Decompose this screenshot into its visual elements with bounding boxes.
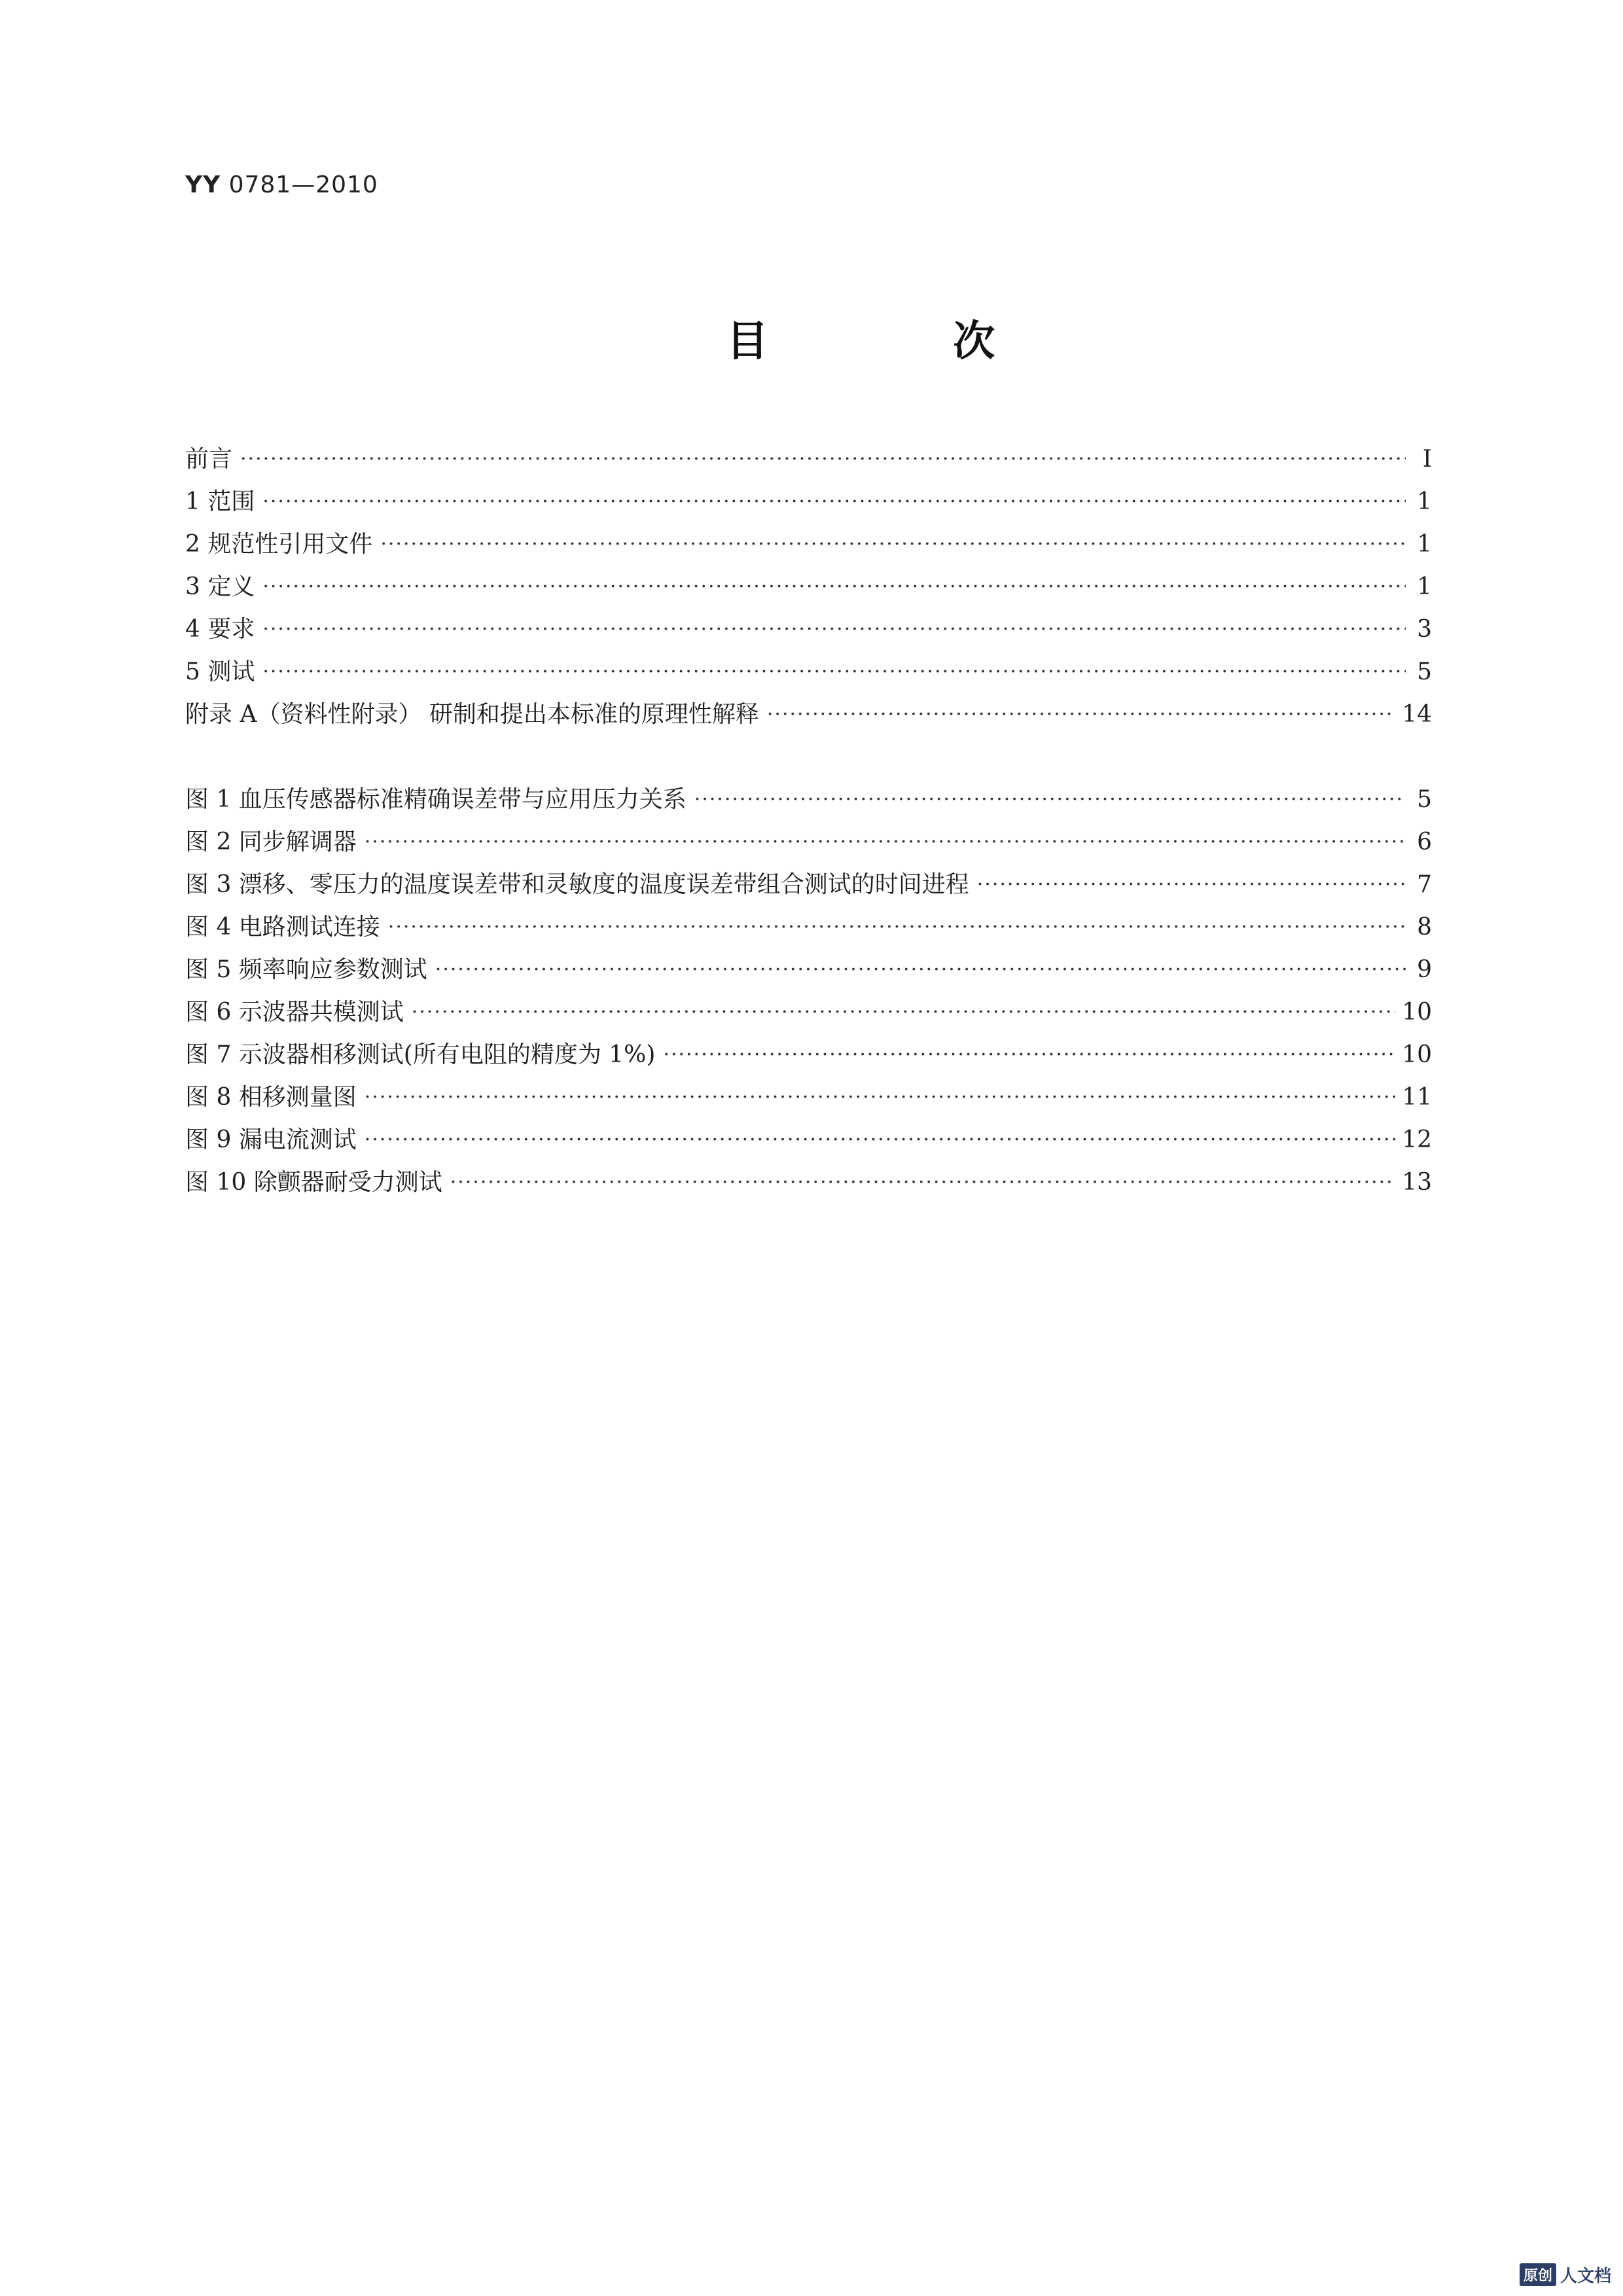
toc-entry-page: 5 [1417,786,1432,813]
toc-leader-dots [450,1166,1395,1200]
toc-figure-5[interactable] [185,953,1432,987]
toc-entry-normative-references[interactable] [185,528,1432,562]
toc-entry-label: 图 10 除颤器耐受力测试 [185,1169,442,1196]
toc-leader-dots [262,570,1406,604]
toc-leader-dots [240,442,1406,476]
toc-entry-page: 3 [1417,616,1432,643]
toc-entry-page: 6 [1417,829,1432,855]
toc-entry-definitions[interactable] [185,570,1432,604]
toc-entry-annex-a[interactable] [185,698,1432,732]
toc-entry-label: 5 测试 [185,658,255,685]
toc-entry-tests[interactable] [185,655,1432,689]
toc-entry-page: 10 [1402,999,1432,1026]
toc-entry-label: 图 4 电路测试连接 [185,914,380,941]
toc-entry-page: 10 [1402,1041,1432,1068]
toc-figure-8[interactable] [185,1081,1432,1115]
watermark-text: 人文档 [1560,2267,1611,2286]
toc-leader-dots [435,953,1406,987]
toc-entry-page: 1 [1417,573,1432,600]
toc-entry-page: Ⅰ [1422,446,1432,473]
toc-leader-dots [365,1081,1395,1115]
toc-leader-dots [663,1038,1395,1072]
toc-figure-4[interactable] [185,910,1432,944]
standard-prefix: YY [185,171,221,198]
toc-figure-7[interactable] [185,1038,1432,1072]
toc-entry-label: 附录 A（资料性附录） 研制和提出本标准的原理性解释 [185,701,759,728]
toc-entry-foreword[interactable] [185,442,1432,476]
toc-entry-page: 7 [1417,871,1432,898]
toc-entry-label: 图 6 示波器共模测试 [185,999,404,1026]
site-watermark-logo [1520,2263,1611,2287]
toc-entry-scope[interactable] [185,485,1432,519]
toc-leader-dots [412,996,1395,1030]
toc-leader-dots [388,910,1406,944]
toc-entry-page: 13 [1402,1169,1432,1196]
toc-entry-page: 8 [1417,914,1432,941]
toc-entry-page: 14 [1402,701,1432,728]
toc-entry-page: 12 [1402,1126,1432,1153]
toc-entry-page: 9 [1417,956,1432,983]
toc-entry-label: 前言 [185,446,233,473]
toc-entry-requirements[interactable] [185,613,1432,647]
toc-entry-label: 2 规范性引用文件 [185,531,373,558]
toc-figure-1[interactable] [185,783,1432,817]
toc-entry-label: 图 1 血压传感器标准精确误差带与应用压力关系 [185,786,687,813]
toc-entry-page: 1 [1417,531,1432,558]
toc-leader-dots [262,485,1406,519]
toc-entry-label: 图 3 漂移、零压力的温度误差带和灵敏度的温度误差带组合测试的时间进程 [185,871,969,898]
toc-figure-10[interactable] [185,1166,1432,1200]
toc-entry-label: 图 7 示波器相移测试(所有电阻的精度为 1%) [185,1041,656,1068]
toc-leader-dots [262,613,1406,647]
standard-code [185,171,378,198]
toc-entry-label: 1 范围 [185,488,255,515]
toc-figure-6[interactable] [185,996,1432,1030]
toc-entry-page: 5 [1417,658,1432,685]
watermark-badge: 原创 [1520,2263,1556,2286]
toc-entry-label: 图 5 频率响应参数测试 [185,956,427,983]
toc-entry-label: 3 定义 [185,573,255,600]
toc-leader-dots [365,825,1406,859]
toc-entry-label: 4 要求 [185,616,255,643]
toc-entry-label: 图 8 相移测量图 [185,1084,357,1111]
toc-leader-dots [977,868,1406,902]
toc-leader-dots [262,655,1406,689]
standard-number: 0781—2010 [228,171,378,198]
toc-leader-dots [380,528,1406,562]
toc-leader-dots [767,698,1395,732]
toc-entry-label: 图 9 漏电流测试 [185,1126,357,1153]
toc-leader-dots [365,1123,1395,1157]
toc-entry-label: 图 2 同步解调器 [185,829,357,855]
toc-leader-dots [694,783,1406,817]
toc-entry-page: 11 [1402,1084,1432,1111]
toc-entry-page: 1 [1417,488,1432,515]
toc-figure-9[interactable] [185,1123,1432,1157]
page-title: 目 次 [726,317,1080,366]
toc-figure-3[interactable] [185,868,1432,902]
toc-figure-2[interactable] [185,825,1432,859]
